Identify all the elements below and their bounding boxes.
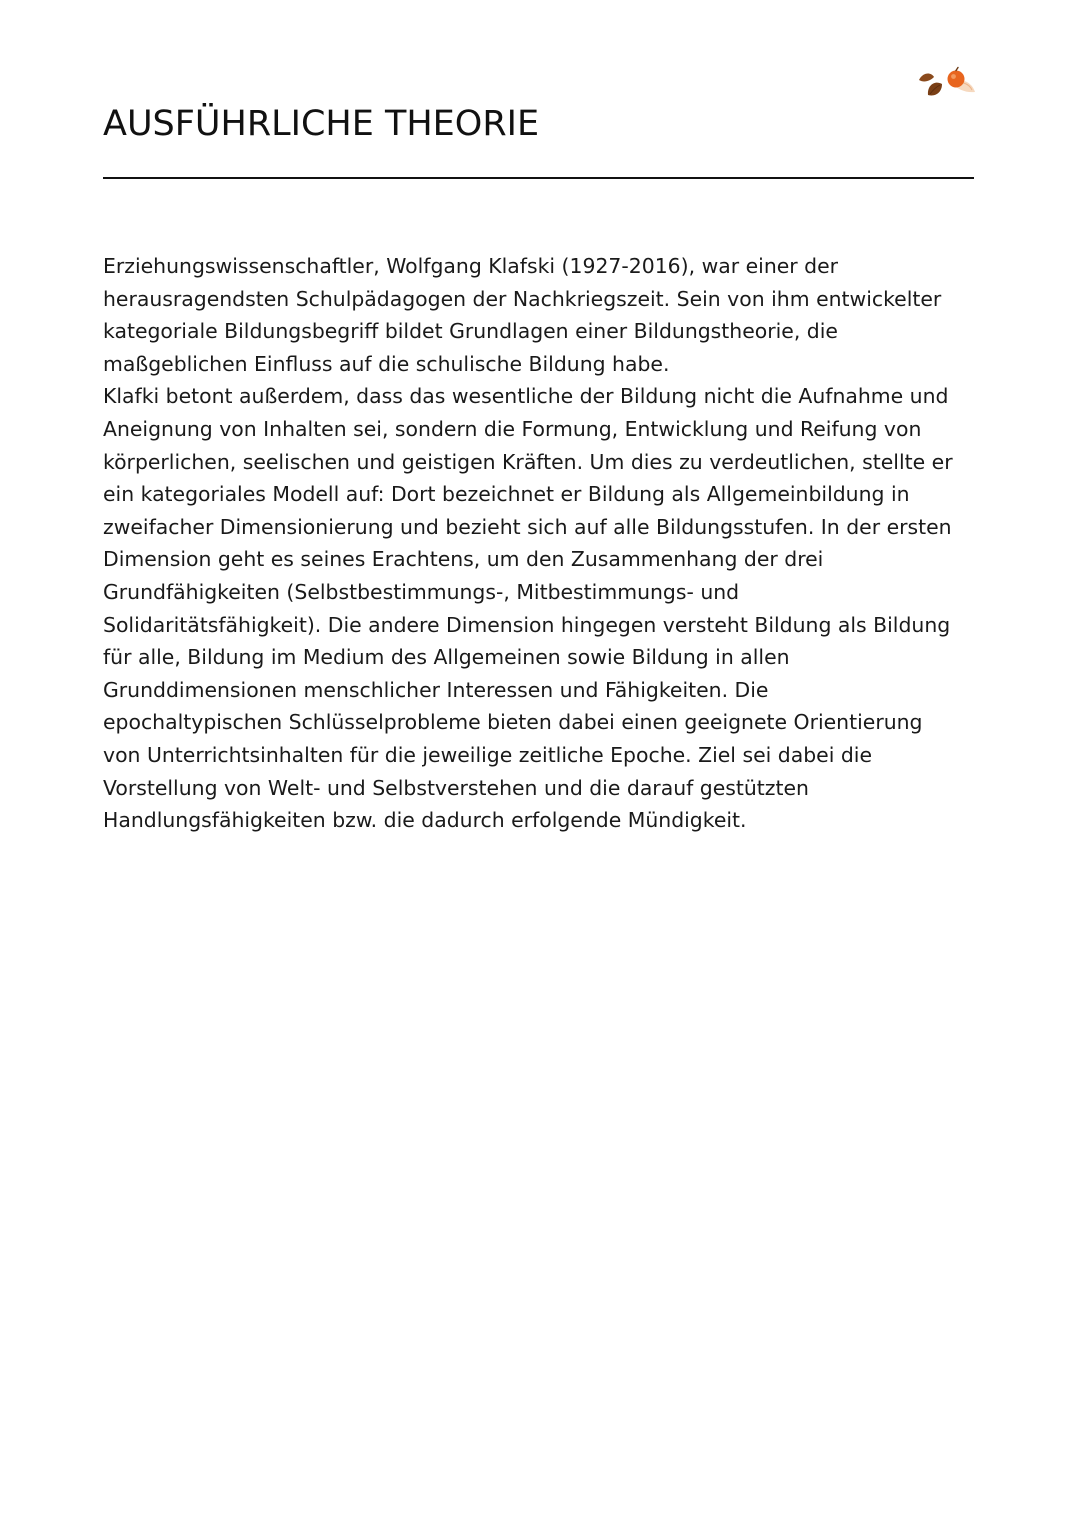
fruit-leaves-icon: [915, 66, 979, 102]
body-paragraph: [103, 250, 978, 837]
text-line: Grunddimensionen menschlicher Interessen und Fähigkeiten. Die: [103, 677, 769, 702]
text-line: Klafki betont außerdem, dass das wesentliche der Bildung nicht die Aufnahme und: [103, 384, 949, 409]
text-line: kategoriale Bildungsbegriff bildet Grundlagen einer Bildungstheorie, die: [103, 319, 838, 344]
text-line: von Unterrichtsinhalten für die jeweilige zeitliche Epoche. Ziel sei dabei die: [103, 742, 872, 767]
text-line: Grundfähigkeiten (Selbstbestimmungs-, Mitbestimmungs- und: [103, 579, 740, 604]
text-line: Solidaritätsfähigkeit). Die andere Dimension hingegen versteht Bildung als Bildung: [103, 612, 951, 637]
text-line: Dimension geht es seines Erachtens, um den Zusammenhang der drei: [103, 547, 824, 572]
text-line: Handlungsfähigkeiten bzw. die dadurch erfolgende Mündigkeit.: [103, 808, 747, 833]
text-line: maßgeblichen Einfluss auf die schulische Bildung habe.: [103, 351, 670, 376]
text-line: Aneignung von Inhalten sei, sondern die Formung, Entwicklung und Reifung von: [103, 416, 922, 441]
text-line: Vorstellung von Welt- und Selbstverstehen und die darauf gestützten: [103, 775, 809, 800]
text-line: körperlichen, seelischen und geistigen Kräften. Um dies zu verdeutlichen, stellte er: [103, 449, 953, 474]
title-divider: [103, 177, 974, 179]
text-line: Erziehungswissenschaftler, Wolfgang Klafski (1927-2016), war einer der: [103, 254, 839, 278]
text-line: zweifacher Dimensionierung und bezieht sich auf alle Bildungsstufen. In der ersten: [103, 514, 952, 539]
text-line: ein kategoriales Modell auf: Dort bezeichnet er Bildung als Allgemeinbildung in: [103, 482, 910, 507]
page-title: AUSFÜHRLICHE THEORIE: [103, 104, 540, 144]
text-line: für alle, Bildung im Medium des Allgemeinen sowie Bildung in allen: [103, 645, 790, 670]
text-line: epochaltypischen Schlüsselprobleme bieten dabei einen geeignete Orientierung: [103, 710, 923, 735]
text-line: herausragendsten Schulpädagogen der Nachkriegszeit. Sein von ihm entwickelter: [103, 286, 942, 311]
